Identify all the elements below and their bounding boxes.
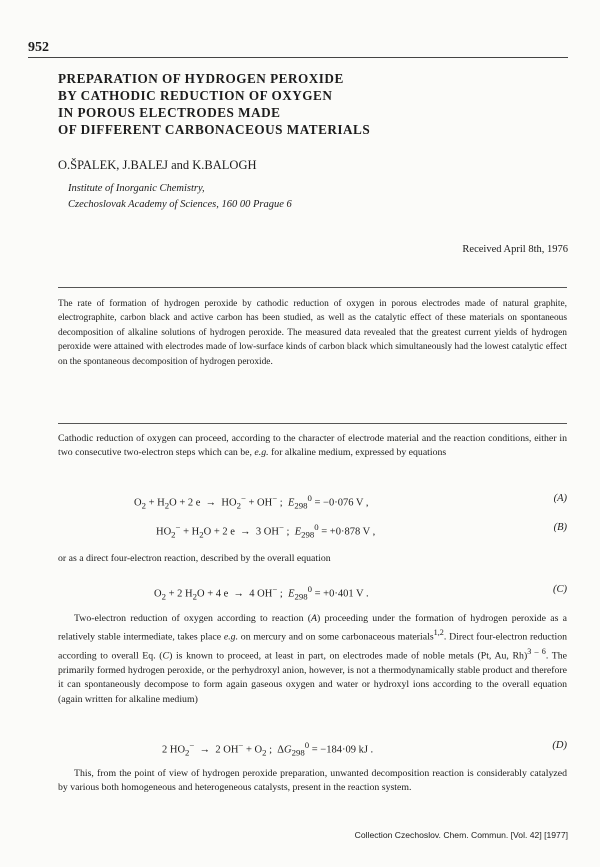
- title-line-2: BY CATHODIC REDUCTION OF OXYGEN: [58, 88, 333, 103]
- p3-ref-eq-a: A: [311, 613, 317, 624]
- article-title: [58, 70, 478, 138]
- abstract-rule-top: [58, 287, 567, 288]
- equation-d-value: = −184·09 kJ .: [311, 744, 374, 756]
- paragraph-1: [58, 432, 567, 461]
- p1-text-a: Cathodic reduction of oxygen can proceed, according to the character of electrode material and the reaction conditions, either in two consecutive two-electron steps which can be,: [58, 433, 567, 459]
- p3-text-b: ) proceeding under the formation of hydrogen peroxide as a relatively stable intermediate, takes place: [58, 613, 568, 643]
- title-line-3: IN POROUS ELECTRODES MADE: [58, 105, 281, 120]
- authors: O.ŠPALEK, J.BALEJ and K.BALOGH: [58, 158, 257, 172]
- equation-c: [58, 584, 567, 600]
- equation-c-label: (C): [553, 584, 567, 595]
- equation-b-expression: $HO_2^- + H_2O + 2$ e → 3 OH− ; $E_{298}^0 = +0\cdot 878$ V ,: [156, 522, 376, 540]
- paragraph-2: or as a direct four-electron reaction, described by the overall equation: [58, 553, 331, 564]
- title-line-4: OF DIFFERENT CARBONACEOUS MATERIALS: [58, 122, 371, 137]
- equation-a: [58, 493, 567, 509]
- header-rule: [28, 57, 568, 58]
- equation-c-expression: $O_2 + 2$ $H_2O + 4$ e → 4 OH− ; $E_{298}^0 = +0\cdot 401$ V .: [154, 584, 369, 602]
- p3-text-d: . Direct four-electron reduction according to overall Eq. (: [58, 631, 568, 662]
- p3-citation-1: 1,2: [433, 628, 444, 638]
- p3-text-e: ) is known to proceed, at least in part, on electrodes made of noble metals (Pt, Au, Rh): [169, 650, 528, 662]
- equation-b-label: (B): [553, 522, 567, 533]
- equation-a-expression: $O_2 + H_2O + 2$ $e \to HO_2^- + OH^-$ ; $E_{298}^0 = -0\cdot 076$ V ,: [134, 493, 369, 511]
- affiliation-line-2: Czechoslovak Academy of Sciences, 160 00 Prague 6: [68, 199, 292, 210]
- p3-ref-eq-c: C: [162, 650, 170, 662]
- affiliation-line-1: Institute of Inorganic Chemistry,: [68, 183, 205, 194]
- equation-a-label: (A): [553, 493, 567, 504]
- equation-b-value: = +0·878 V ,: [321, 526, 376, 538]
- p3-text-f: . The primarily formed hydrogen peroxide, or the perhydroxyl anion, however, is not a thermodynamically stable product and therefore it can spontaneously decompose to form again gaseous oxygen and water or hydroxyl ions according to the overall equation (again written for alkaline medium): [58, 650, 568, 705]
- title-line-1: PREPARATION OF HYDROGEN PEROXIDE: [58, 71, 344, 86]
- abstract: The rate of formation of hydrogen peroxide by cathodic reduction of oxygen in porous electrodes made of natural graphite, electrographite, carbon black and active carbon has been studied, as well as the catalytic effect of these materials on spontaneous decomposition of alkaline solutions of hydrogen peroxide. The measured data revealed that the greatest current yields of hydrogen peroxide were attained with electrodes made of low-surface kinds of carbon black which simultaneously had the lowest catalytic effect on the spontaneous decomposition of hydrogen peroxide.: [58, 299, 567, 367]
- abstract-rule-bottom: [58, 423, 567, 424]
- p3-text-a: Two-electron reduction of oxygen according to reaction (: [74, 613, 311, 624]
- paragraph-4: This, from the point of view of hydrogen peroxide preparation, unwanted decomposition reaction is considerably catalyzed by various both homogeneous and heterogeneous catalysts, present in the reaction system.: [58, 768, 567, 794]
- journal-footer: Collection Czechoslov. Chem. Commun. [Vol. 42] [1977]: [354, 830, 568, 840]
- page-number: 952: [28, 40, 49, 55]
- p1-eg: e.g.: [254, 447, 269, 459]
- affiliation: [68, 181, 292, 213]
- equation-a-value: = −0·076 V ,: [314, 497, 369, 509]
- p3-citation-2: 3 – 6: [527, 647, 546, 657]
- equation-d: [58, 740, 567, 756]
- p3-text-c: on mercury and on some carbonaceous materials: [238, 631, 434, 643]
- equation-b: [58, 522, 567, 538]
- p1-text-b: for alkaline medium, expressed by equations: [268, 447, 447, 459]
- paragraph-3: [58, 612, 567, 707]
- equation-c-value: = +0·401 V .: [314, 588, 369, 600]
- equation-d-label: (D): [552, 740, 567, 751]
- equation-d-expression: 2 $HO_2^- \to 2$ $OH^- + O_2$ ; $\Delta G_{298}^0 = -184\cdot 09$ kJ .: [162, 740, 374, 758]
- received-date: Received April 8th, 1976: [462, 244, 568, 255]
- p3-eg: e.g.: [223, 631, 239, 643]
